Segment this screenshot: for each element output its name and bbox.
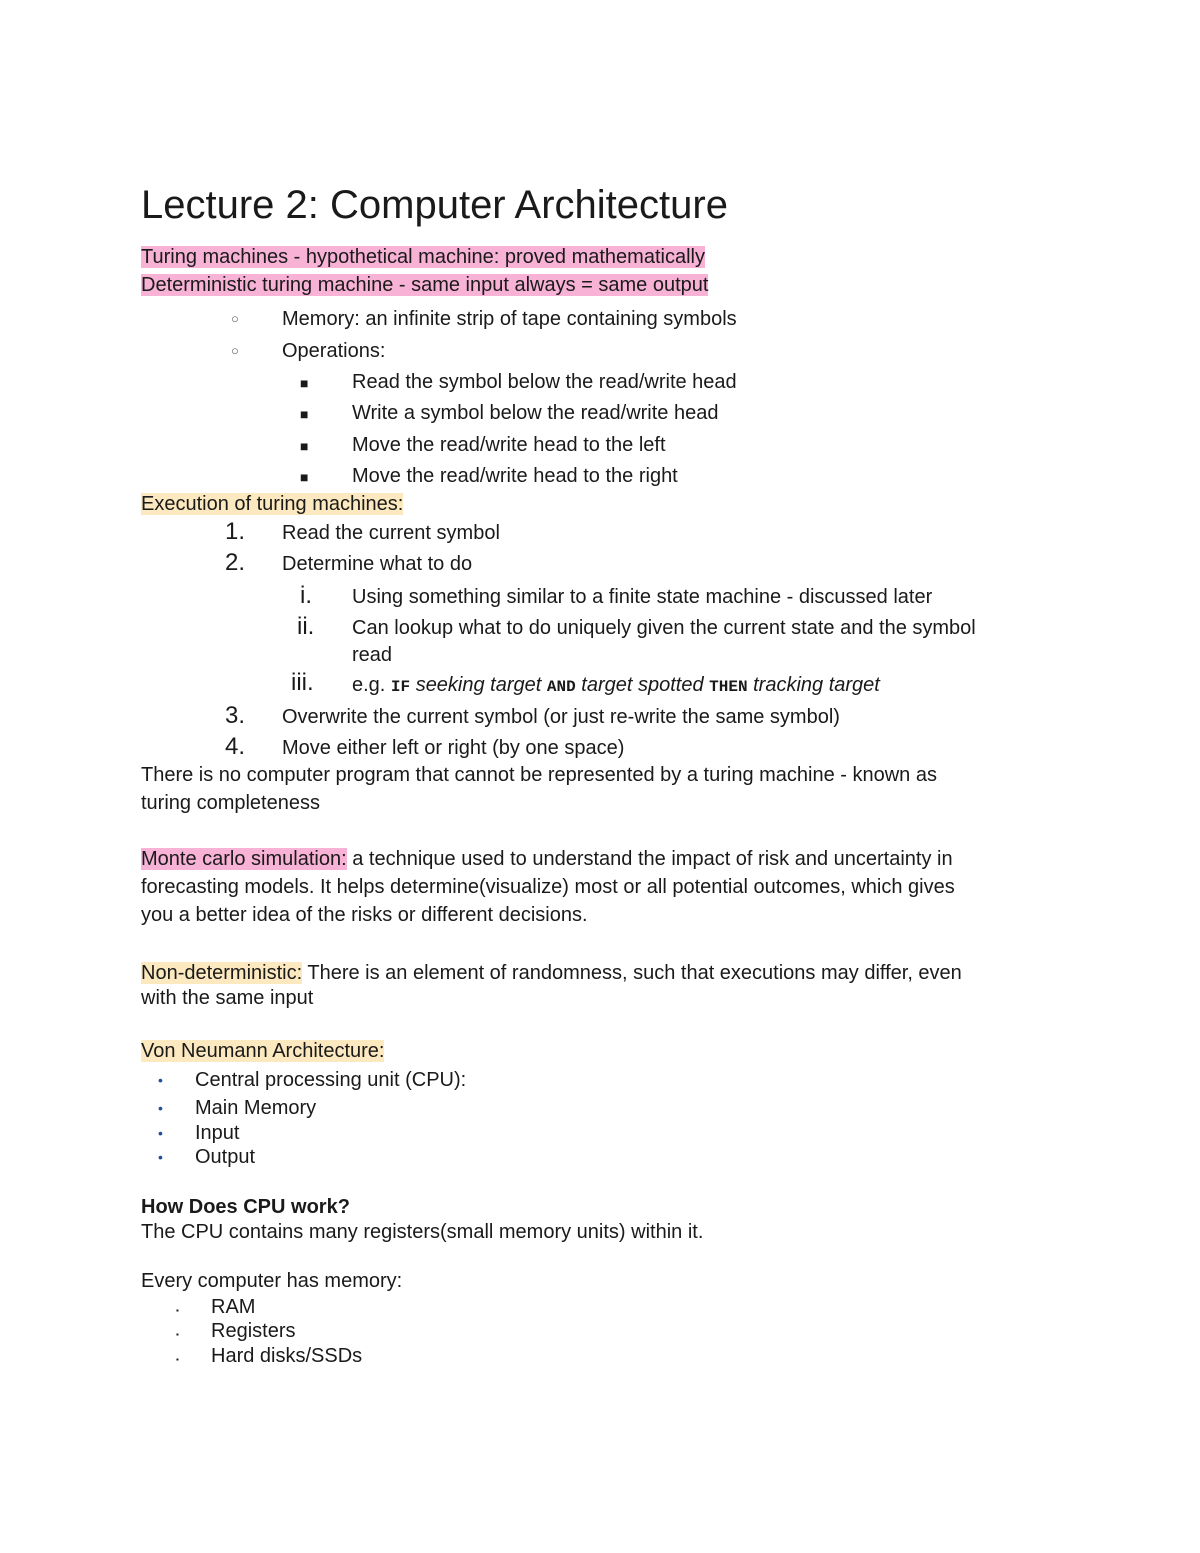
- monte-carlo-paragraph-line1: [141, 846, 953, 872]
- square-bullet-icon: ■: [300, 406, 309, 422]
- small-square-bullet-icon: ▪: [176, 1306, 179, 1315]
- list-roman-number: iii.: [291, 669, 314, 696]
- deterministic-definition-text: Deterministic turing machine - same input always = same output: [141, 274, 709, 296]
- condition-spotted: target spotted: [581, 674, 704, 696]
- keyword-and: AND: [546, 678, 576, 696]
- list-item-continuation: read: [352, 644, 393, 666]
- list-item: Read the symbol below the read/write head: [352, 371, 737, 393]
- monte-carlo-term: Monte carlo simulation:: [141, 848, 347, 870]
- monte-carlo-definition: a technique used to understand the impact of risk and uncertainty in: [346, 848, 953, 870]
- square-bullet-icon: ■: [300, 438, 309, 454]
- circle-bullet-icon: ○: [231, 343, 239, 358]
- list-item: Central processing unit (CPU):: [195, 1069, 467, 1091]
- list-item: Write a symbol below the read/write head: [352, 402, 719, 424]
- execution-heading-text: Execution of turing machines:: [141, 493, 404, 515]
- list-item: Move either left or right (by one space): [282, 737, 625, 759]
- keyword-if: IF: [390, 678, 411, 696]
- list-item: Using something similar to a finite state machine - discussed later: [352, 586, 933, 608]
- list-roman-number: ii.: [297, 613, 315, 640]
- list-roman-number: i.: [300, 582, 312, 609]
- list-item: Read the current symbol: [282, 522, 500, 544]
- list-item: Hard disks/SSDs: [211, 1345, 363, 1367]
- non-deterministic-line1: [141, 960, 962, 986]
- deterministic-definition: [141, 272, 708, 298]
- memory-intro: Every computer has memory:: [141, 1270, 403, 1292]
- small-square-bullet-icon: ▪: [176, 1355, 179, 1364]
- list-item: Determine what to do: [282, 553, 473, 575]
- list-number: 4.: [225, 733, 246, 760]
- list-item: Registers: [211, 1320, 296, 1342]
- example-rule: [352, 672, 880, 700]
- small-square-bullet-icon: ▪: [176, 1330, 179, 1339]
- list-item: Move the read/write head to the left: [352, 434, 666, 456]
- result-tracking: tracking target: [753, 674, 880, 696]
- turing-definition-text: Turing machines - hypothetical machine: proved mathematically: [141, 246, 705, 268]
- list-item: Main Memory: [195, 1097, 317, 1119]
- cpu-description: The CPU contains many registers(small memory units) within it.: [141, 1221, 704, 1243]
- non-deterministic-definition: There is an element of randomness, such that executions may differ, even: [302, 962, 962, 984]
- von-neumann-heading: [141, 1038, 384, 1064]
- bullet-icon: •: [158, 1149, 163, 1165]
- list-item: Input: [195, 1122, 240, 1144]
- list-number: 1.: [225, 518, 246, 545]
- von-neumann-heading-text: Von Neumann Architecture:: [141, 1040, 385, 1062]
- monte-carlo-paragraph-line2: forecasting models. It helps determine(visualize) most or all potential outcomes, which gives: [141, 876, 955, 898]
- list-item: Output: [195, 1146, 256, 1168]
- bullet-icon: •: [158, 1125, 163, 1141]
- turing-definition: [141, 244, 705, 270]
- bullet-icon: •: [158, 1100, 163, 1116]
- non-deterministic-line2: with the same input: [141, 987, 314, 1009]
- list-item: Can lookup what to do uniquely given the current state and the symbol: [352, 617, 976, 639]
- completeness-text-line2: turing completeness: [141, 792, 320, 814]
- completeness-text-line1: There is no computer program that cannot be represented by a turing machine - known as: [141, 764, 937, 786]
- square-bullet-icon: ■: [300, 375, 309, 391]
- list-number: 2.: [225, 549, 246, 576]
- list-number: 3.: [225, 702, 246, 729]
- list-item: Operations:: [282, 340, 386, 362]
- list-item: RAM: [211, 1296, 256, 1318]
- list-item: Memory: an infinite strip of tape containing symbols: [282, 308, 737, 330]
- monte-carlo-paragraph-line3: you a better idea of the risks or different decisions.: [141, 904, 588, 926]
- example-prefix: e.g.: [352, 674, 391, 696]
- cpu-heading: How Does CPU work?: [141, 1196, 350, 1218]
- condition-seeking: seeking target: [415, 674, 542, 696]
- list-item: Overwrite the current symbol (or just re-write the same symbol): [282, 706, 840, 728]
- keyword-then: THEN: [709, 678, 748, 696]
- circle-bullet-icon: ○: [231, 311, 239, 326]
- execution-heading: [141, 491, 403, 517]
- non-deterministic-term: Non-deterministic:: [141, 962, 303, 984]
- bullet-icon: •: [158, 1072, 163, 1088]
- page-title: Lecture 2: Computer Architecture: [141, 183, 728, 227]
- square-bullet-icon: ■: [300, 469, 309, 485]
- list-item: Move the read/write head to the right: [352, 465, 678, 487]
